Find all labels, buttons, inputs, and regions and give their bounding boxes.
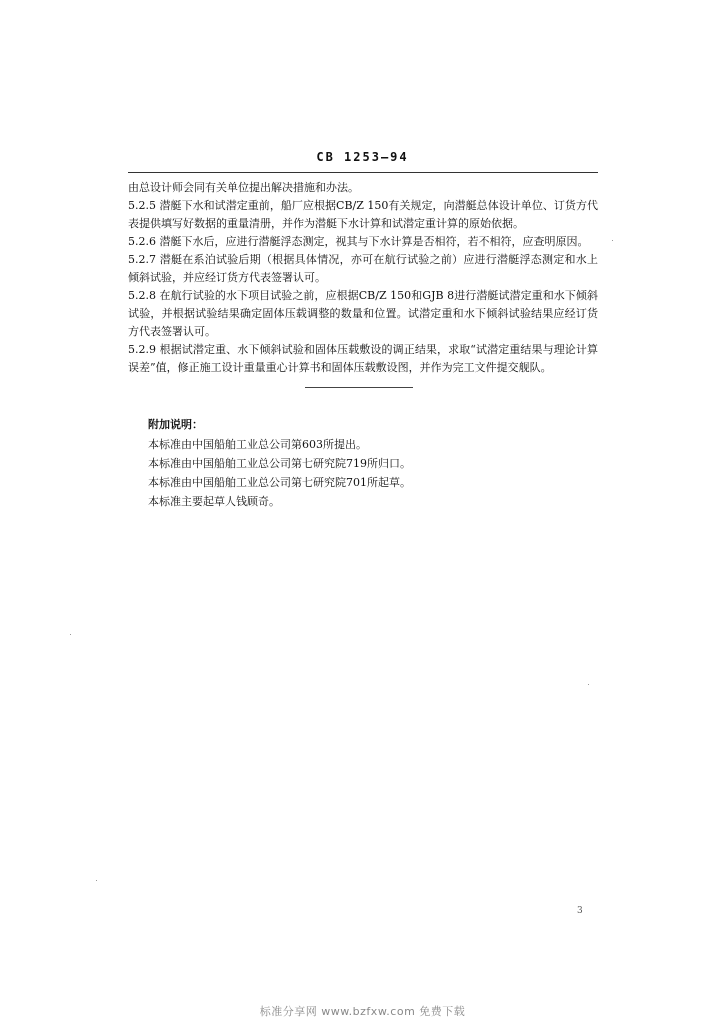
scan-speck (70, 634, 71, 635)
paragraph-continuation: 由总设计师会同有关单位提出解决措施和办法。 (128, 181, 359, 194)
appendix-line: 本标准由中国船舶工业总公司第603所提出。 (148, 438, 367, 451)
page-number: 3 (577, 906, 583, 916)
paragraph-5-2-7: 5.2.7 潜艇在系泊试验后期（根据具体情况，亦可在航行试验之前）应进行潜艇浮态测定和水上倾斜试验，并应经订货方代表签署认可。 (128, 253, 598, 284)
appendix-line: 本标准由中国船舶工业总公司第七研究院701所起草。 (148, 476, 411, 489)
section-end-rule (305, 387, 413, 388)
standard-code-header: CB 1253—94 (316, 150, 409, 164)
appendix-line: 本标准主要起草人钱顾奇。 (148, 495, 280, 508)
paragraph-5-2-9: 5.2.9 根据试潜定重、水下倾斜试验和固体压载敷设的调正结果，求取“试潜定重结果与理论计算误差”值，修正施工设计重量重心计算书和固体压载敷设图，并作为完工文件提交舰队。 (128, 343, 598, 374)
appendix-notes (148, 415, 411, 511)
footer-watermark: 标准分享网 www.bzfxw.com 免费下载 (259, 1005, 466, 1018)
appendix-line: 本标准由中国船舶工业总公司第七研究院719所归口。 (148, 457, 411, 470)
appendix-title: 附加说明： (148, 418, 203, 431)
paragraph-5-2-8: 5.2.8 在航行试验的水下项目试验之前，应根据CB/Z 150和GJB 8进行潜艇试潜定重和水下倾斜试验，并根据试验结果确定固体压载调整的数量和位置。试潜定重和水下倾斜试验结果应经订货方代表签署认可。 (128, 289, 598, 338)
paragraph-5-2-5: 5.2.5 潜艇下水和试潜定重前，船厂应根据CB/Z 150有关规定，向潜艇总体设计单位、订货方代表提供填写好数据的重量清册，并作为潜艇下水计算和试潜定重计算的原始依据。 (128, 199, 598, 230)
header-rule (128, 172, 598, 173)
scan-speck (612, 240, 613, 241)
scan-speck (96, 880, 97, 881)
paragraph-5-2-6: 5.2.6 潜艇下水后，应进行潜艇浮态测定，视其与下水计算是否相符，若不相符，应查明原因。 (128, 235, 589, 248)
body-text (128, 179, 598, 377)
scan-speck (588, 684, 589, 685)
